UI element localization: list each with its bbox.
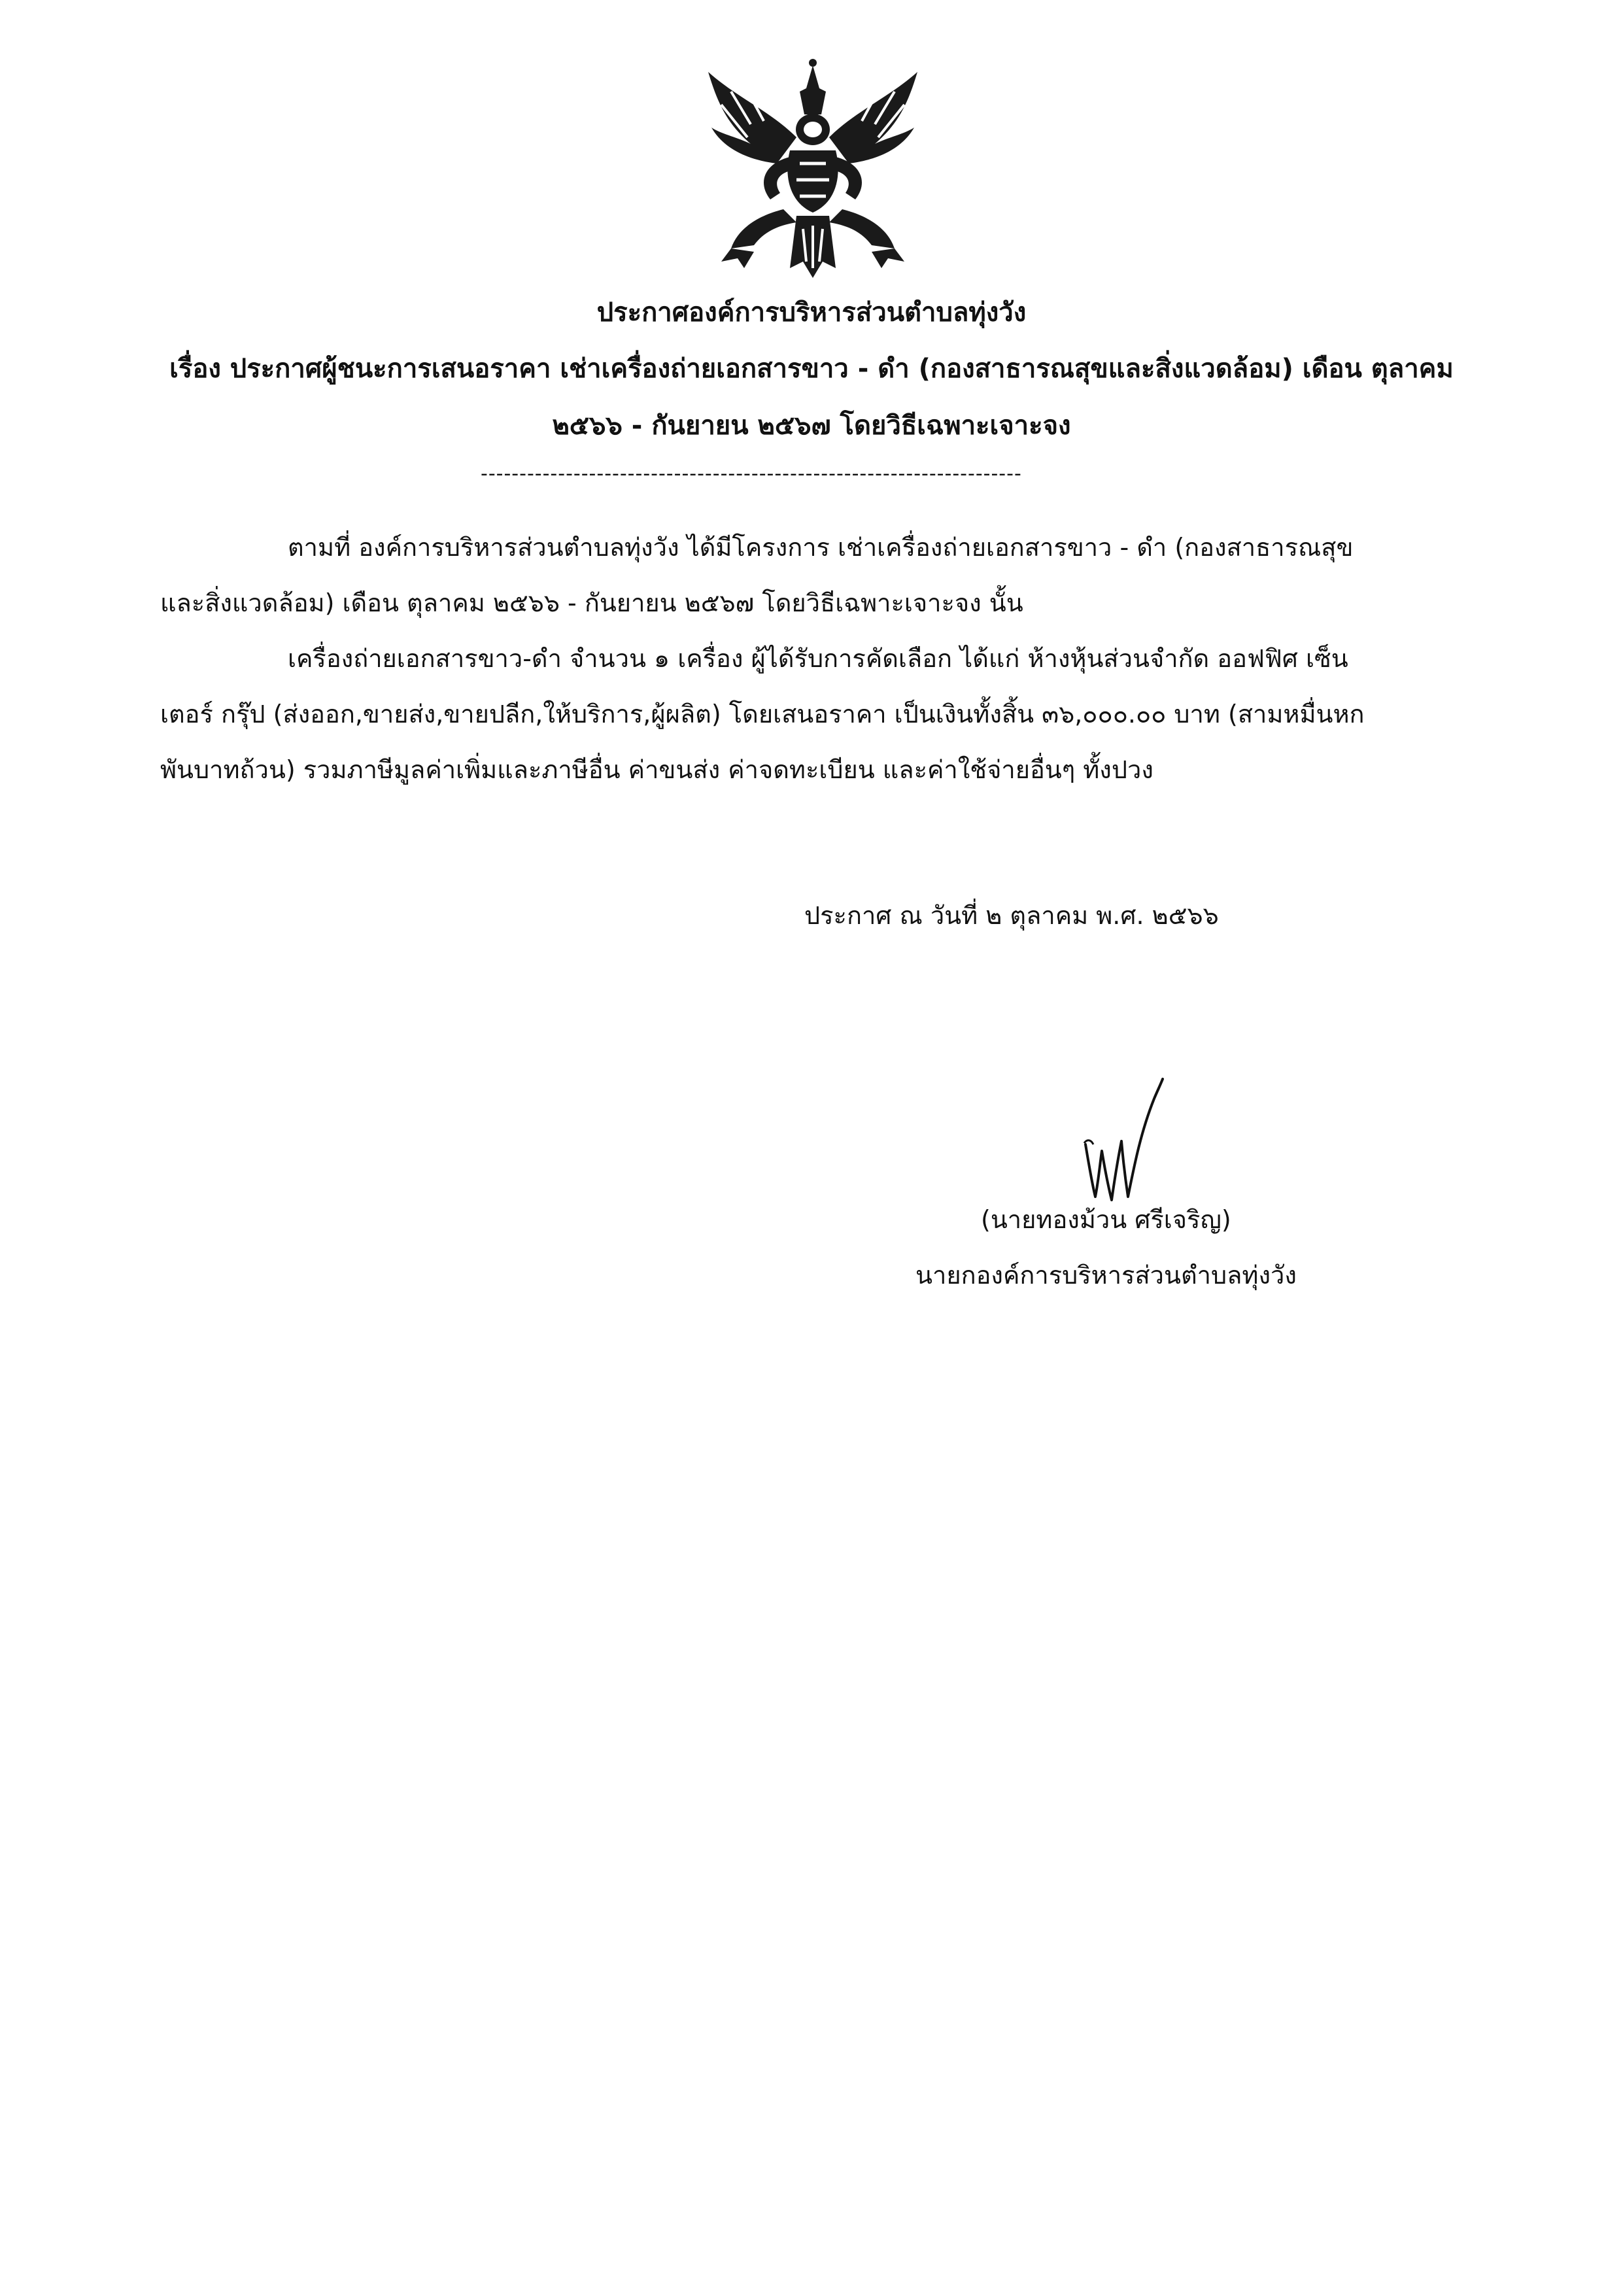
paragraph-2-line-2: เตอร์ กรุ๊ป (ส่งออก,ขายส่ง,ขายปลีก,ให้บริการ,ผู้ผลิต) โดยเสนอราคา เป็นเงินทั้งสิ้น ๓๖,๐๐๐.๐๐ บาท (สามหมื่นหก xyxy=(160,700,1365,728)
org-title: ประกาศองค์การบริหารส่วนตำบลทุ่งวัง xyxy=(596,298,1027,328)
subject-line-1: เรื่อง ประกาศผู้ชนะการเสนอราคา เช่าเครื่องถ่ายเอกสารขาว - ดำ (กองสาธารณสุขและสิ่งแวดล้อม) เดือน ตุลาคม xyxy=(169,354,1454,384)
separator-line: ---------------------------------------------------------------------- xyxy=(481,462,1022,485)
subject-line-2: ๒๕๖๖ - กันยายน ๒๕๖๗ โดยวิธีเฉพาะเจาะจง xyxy=(552,411,1071,441)
paragraph-1-line-2: และสิ่งแวดล้อม) เดือน ตุลาคม ๒๕๖๖ - กันยายน ๒๕๖๗ โดยวิธีเฉพาะเจาะจง นั้น xyxy=(160,589,1023,617)
paragraph-2-line-1: เครื่องถ่ายเอกสารขาว-ดำ จำนวน ๑ เครื่อง ผู้ได้รับการคัดเลือก ได้แก่ ห้างหุ้นส่วนจำกัด ออฟฟิศ เซ็น xyxy=(288,644,1348,673)
signature-icon xyxy=(1072,1072,1164,1203)
paragraph-1-line-1: ตามที่ องค์การบริหารส่วนตำบลทุ่งวัง ได้มีโครงการ เช่าเครื่องถ่ายเอกสารขาว - ดำ (กองสาธารณสุข xyxy=(288,533,1354,562)
announcement-date: ประกาศ ณ วันที่ ๒ ตุลาคม พ.ศ. ๒๕๖๖ xyxy=(804,901,1219,930)
paragraph-2-line-3: พันบาทถ้วน) รวมภาษีมูลค่าเพิ่มและภาษีอื่น ค่าขนส่ง ค่าจดทะเบียน และค่าใช้จ่ายอื่นๆ ทั้งปวง xyxy=(160,755,1153,784)
signer-name: (นายทองม้วน ศรีเจริญ) xyxy=(981,1205,1231,1234)
signer-title: นายกองค์การบริหารส่วนตำบลทุ่งวัง xyxy=(915,1261,1297,1290)
garuda-emblem-icon xyxy=(692,52,934,281)
